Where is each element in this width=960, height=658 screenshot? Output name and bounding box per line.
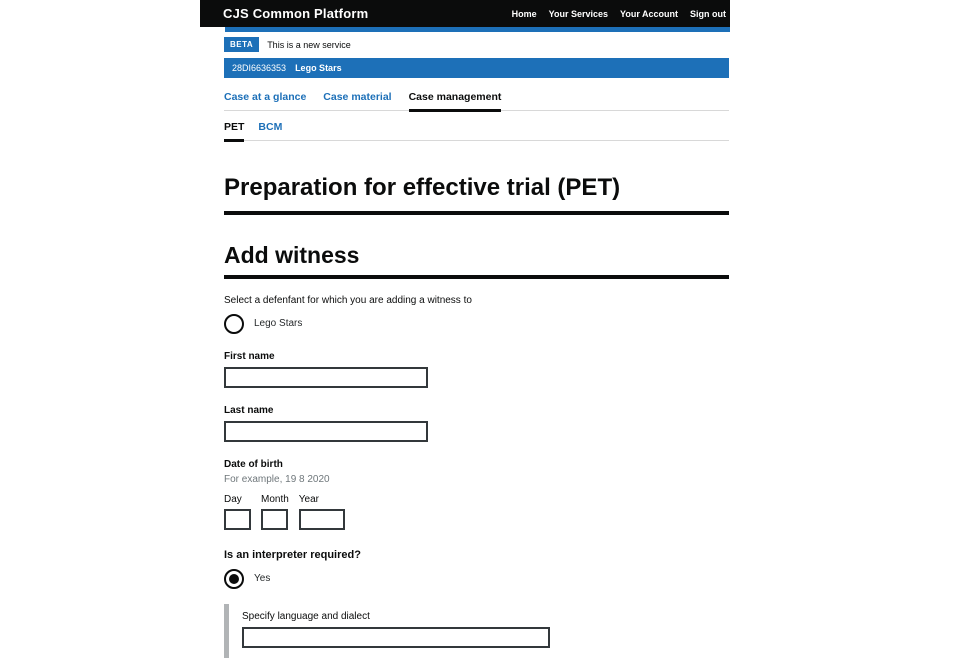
case-tabs [224, 85, 729, 111]
subtab-pet[interactable]: PET [224, 115, 244, 142]
phase-banner [224, 37, 729, 52]
header-accent-line [225, 27, 730, 32]
app-title: CJS Common Platform [223, 6, 369, 21]
radio-button-selected[interactable] [224, 569, 244, 589]
tab-case-material[interactable]: Case material [323, 91, 392, 103]
case-number: 28DI6636353 [232, 63, 287, 73]
date-of-birth-hint: For example, 19 8 2020 [224, 474, 330, 485]
interpreter-conditional-reveal [224, 604, 729, 658]
last-name-label: Last name [224, 405, 274, 416]
day-label: Day [224, 494, 242, 505]
interpreter-option-yes[interactable] [224, 568, 729, 589]
case-bar [224, 58, 729, 78]
last-name-group [224, 405, 729, 442]
first-name-group [224, 351, 729, 388]
subtab-bcm[interactable]: BCM [258, 121, 283, 133]
month-field [261, 494, 289, 530]
phase-banner-text: This is a new service [267, 39, 351, 50]
radio-label: Yes [254, 573, 271, 584]
defendant-legend: Select a defenfant for which you are adding a witness to [224, 295, 472, 306]
nav-your-services[interactable]: Your Services [548, 8, 608, 19]
case-management-subtabs [224, 115, 729, 141]
language-input[interactable] [242, 627, 550, 648]
page-title: Preparation for effective trial (PET) [224, 174, 729, 215]
nav-your-account[interactable]: Your Account [620, 8, 678, 19]
year-label: Year [298, 494, 320, 505]
radio-button-unselected[interactable] [224, 314, 244, 334]
tab-case-management[interactable]: Case management [409, 85, 502, 112]
beta-badge: BETA [224, 37, 259, 52]
first-name-input[interactable] [224, 367, 428, 388]
year-input[interactable] [299, 509, 345, 530]
tab-case-at-a-glance[interactable]: Case at a glance [224, 91, 307, 103]
year-field [299, 494, 345, 530]
first-name-label: First name [224, 351, 275, 362]
radio-label: Lego Stars [254, 318, 303, 329]
language-label: Specify language and dialect [242, 611, 370, 622]
day-field [224, 494, 251, 530]
day-input[interactable] [224, 509, 251, 530]
date-of-birth-group [224, 459, 729, 530]
header-nav [512, 9, 726, 19]
date-of-birth-label: Date of birth [224, 459, 283, 470]
section-title: Add witness [224, 242, 729, 279]
nav-sign-out[interactable]: Sign out [690, 8, 726, 19]
date-of-birth-inputs [224, 494, 729, 530]
defendant-option-lego-stars[interactable] [224, 313, 729, 334]
app-header [200, 0, 730, 27]
nav-home[interactable]: Home [511, 8, 537, 19]
page [200, 0, 730, 658]
last-name-input[interactable] [224, 421, 428, 442]
month-label: Month [261, 494, 289, 505]
month-input[interactable] [261, 509, 288, 530]
main-content [224, 37, 729, 658]
case-name: Lego Stars [295, 63, 342, 73]
interpreter-legend: Is an interpreter required? [224, 549, 361, 561]
